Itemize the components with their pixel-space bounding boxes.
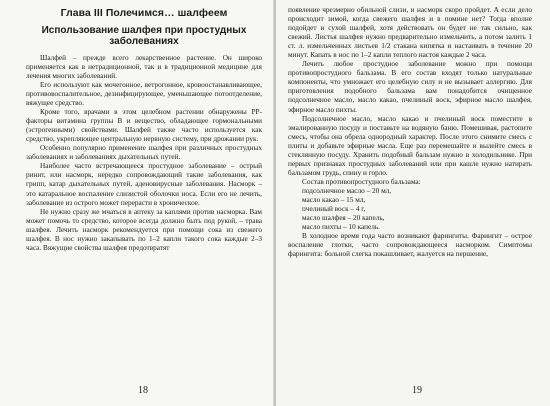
recipe-item: пчелиный воск – 4 г, [302, 205, 366, 214]
chapter-title: Глава III Полечимся… шалфеем [60, 8, 228, 19]
paragraph: Кроме того, врачами в этом целебном растении обнаружены РР-факторы витамина группы В и вещество, обладающее гормональными (эстрогенными) свойствами. Шалфей также часто используется как средство, укрепляющее центральную нервную систему, при дрожании рук. [26, 108, 262, 144]
paragraph: появление чрезмерно обильной слизи, и насморк скоро пройдет. А если дело происходит зимой, когда свежего шалфея и в помине нет? Тогда вполне подойдет и сухой шалфей, хотя действовать он будет не так сильно, как свежий. Листья шалфея нужно предварительно измельчить, а потом залить 1 ст. л. измельченных листьев 1/2 стакана кипятка и настаивать в течение 20 минут. Капать в нос по 1–2 капли теплого настоя каждые 2 часа. [288, 6, 532, 60]
recipe-item: масло пихты – 10 капель. [302, 223, 380, 232]
paragraph: Не нужно сразу же мчаться в аптеку за каплями против насморка. Вам может помочь то средство, которое всегда должно быть под рукой, – трава шалфея. Лечить насморк рекомендуется при помощи сока из свежего шалфея. В нос нужно закапывать по 1–2 капли такого сока каждые 2–3 часа. Вяжущие свойства шалфея предотвратят [26, 207, 262, 252]
recipe-item: масло шалфея – 20 капель, [302, 214, 385, 223]
paragraph: Лечить любое простудное заболевание можно при помощи противопростудного бальзама. В его состав входят только натуральные компоненты, что умножает его целебную силу и не вызывает аллергию. Для приготовления подобного бальзама вам понадобится очищенное подсолнечное масло, масло какао, пчелиный воск, эфирное масло шалфея, эфирное масло пихты. [288, 60, 532, 114]
recipe-item: подсолнечное масло – 20 мл, [302, 186, 392, 195]
left-page-content [26, 6, 262, 376]
right-page [276, 0, 550, 406]
recipe-item: масло какао – 15 мл, [302, 195, 366, 204]
page-number: 18 [138, 385, 148, 396]
left-page [0, 0, 274, 406]
paragraph: Особенно популярно применение шалфея при различных простудных заболеваниях и заболеваниях дыхательных путей. [26, 144, 262, 162]
paragraph: Подсолнечное масло, масло какао и пчелиный воск поместите в эмалированную посуду и поставьте на водяную баню. Помешивая, растопите смесь, чтобы она обрела однородный характер. После этого снимите смесь с плиты и добавьте эфирные масла. Еще раз перемешайте и вылейте смесь в стеклянную посуду. Хранить подобный бальзам нужно в холодильнике. При первых признаках простудных заболеваний или при кашле нужно натирать бальзамом грудь, спину и горло. [288, 114, 532, 177]
paragraph: Наиболее часто встречающееся простудное заболевание – острый ринит, или насморк, нередко сопровождающий такие заболевания, как грипп, катар дыхательных путей, аденовирусные заболевания. Насморк – это катаральное воспаление слизистой оболочки носа. Если его не лечить, заболевание из острого может перерасти в хроническое. [26, 162, 262, 207]
paragraph: Его используют как мочегонное, ветрогонное, кровоостанавливающее, противовоспалительное, дезинфицирующее, уменьшающее потоотделение, вяжущее средство. [26, 80, 262, 108]
recipe-title: Состав противопростудного бальзама: [302, 177, 421, 186]
paragraph: Шалфей – прежде всего лекарственное растение. Он широко применяется как в нетрадиционной, так и в традиционной медицине для лечения многих заболеваний. [26, 53, 262, 80]
page-number: 19 [412, 385, 422, 396]
section-title: Использование шалфея при простудных заболеваниях [41, 25, 247, 48]
paragraph: В холодное время года часто возникают фарингиты. Фарингит – острое воспаление глотки, часто сопровождающееся насморком. Симптомы фарингита: больной слегка покашливает, жалуется на першение, [288, 232, 532, 259]
right-page-content [288, 6, 532, 376]
